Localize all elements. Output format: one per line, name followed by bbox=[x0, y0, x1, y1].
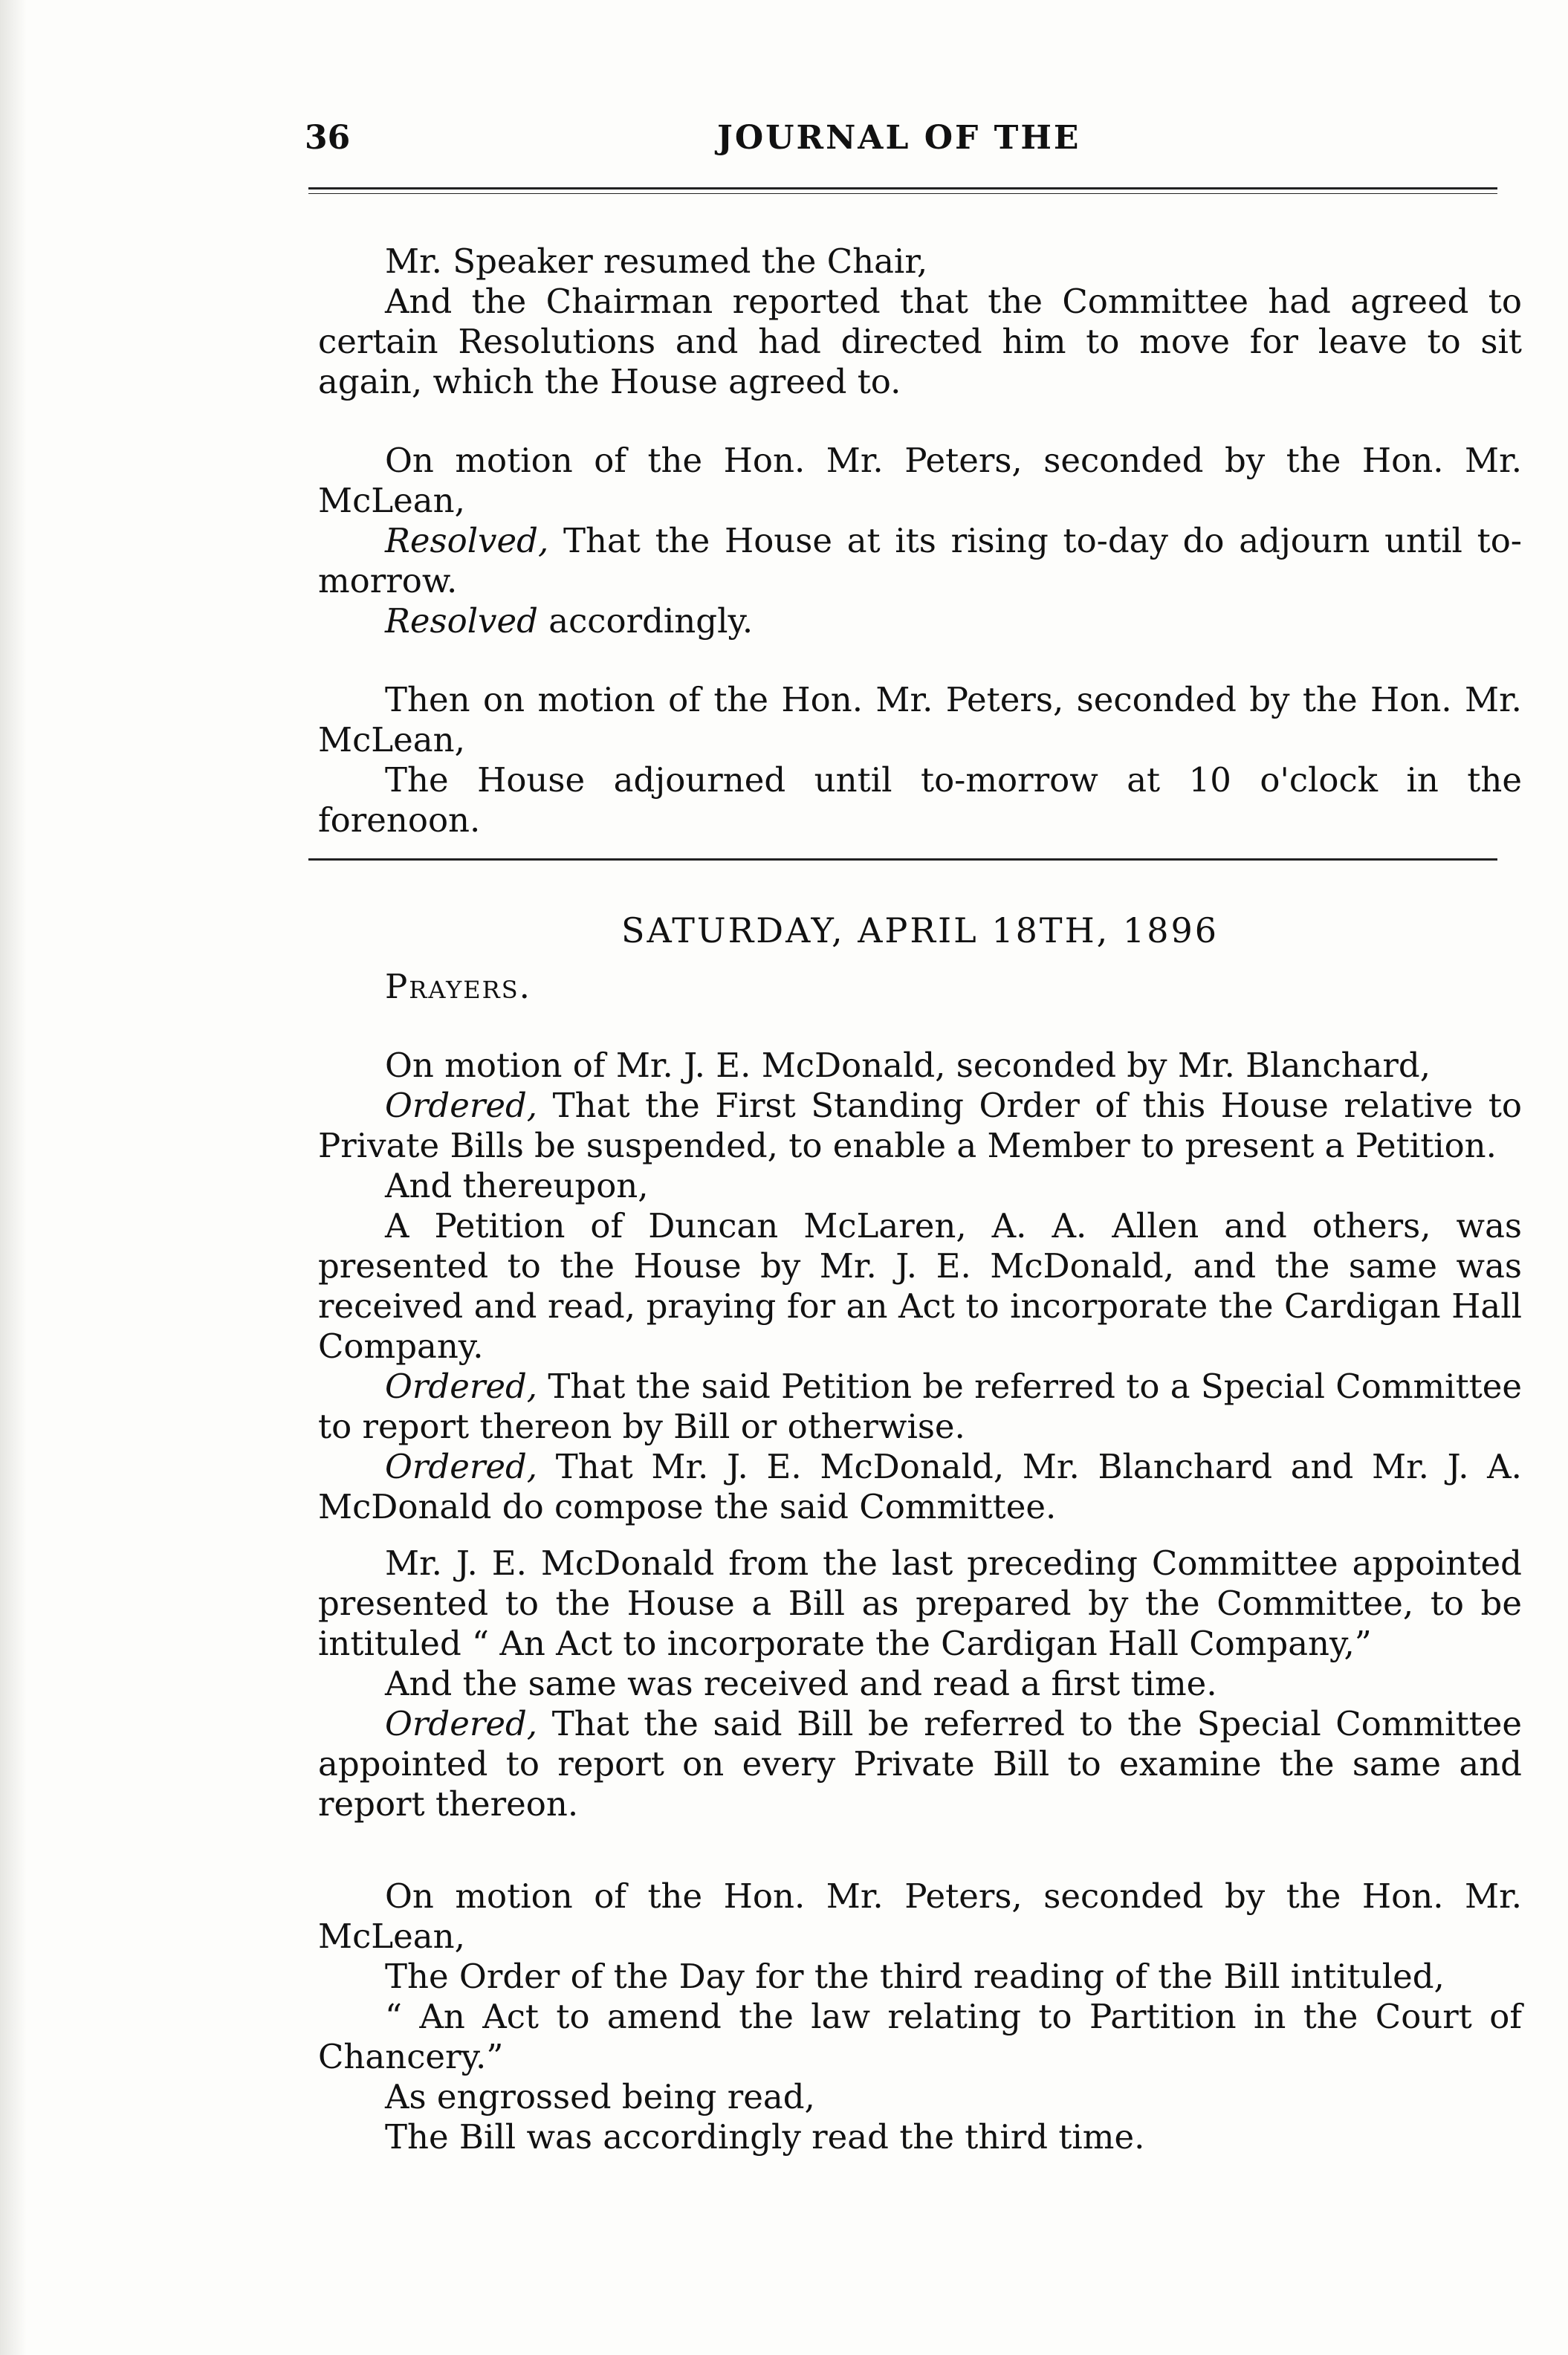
running-head: JOURNAL OF THE bbox=[717, 119, 1081, 157]
section-rule bbox=[308, 858, 1497, 861]
resolved-accordingly bbox=[318, 601, 1522, 641]
house-adjourned: The House adjourned until to-morrow at 10 o'clock in the forenoon. bbox=[318, 760, 1522, 840]
motion-peters-3: On motion of the Hon. Mr. Peters, seconded by the Hon. Mr. McLean, bbox=[318, 1876, 1522, 1956]
header-rule bbox=[308, 187, 1497, 189]
resolved-adjourn bbox=[318, 521, 1522, 601]
ordered-committee-members bbox=[318, 1447, 1522, 1527]
ordered-petition-referred bbox=[318, 1367, 1522, 1447]
section-previous-day bbox=[318, 242, 1522, 840]
ordered-text: That the First Standing Order of this House relative to Private Bills be suspended, to enable a Member to present a Petition. bbox=[318, 1086, 1522, 1165]
resolved-text: That the House at its rising to-day do adjourn until to-morrow. bbox=[318, 521, 1522, 600]
ordered-text: That Mr. J. E. McDonald, Mr. Blanchard and Mr. J. A. McDonald do compose the said Committee. bbox=[318, 1447, 1522, 1526]
header-rule-thin bbox=[308, 193, 1497, 194]
section-saturday bbox=[318, 910, 1522, 2157]
petition-paragraph: A Petition of Duncan McLaren, A. A. Allen and others, was presented to the House by Mr. J. E. McDonald, and the same was received and read, praying for an Act to incorporate the Cardigan Hall Company. bbox=[318, 1206, 1522, 1366]
committee-report: Mr. J. E. McDonald from the last preceding Committee appointed presented to the House a Bill as prepared by the Committee, to be intituled “ An Act to incorporate the Cardigan Hall Company,” bbox=[318, 1543, 1522, 1663]
speaker-resumed: Mr. Speaker resumed the Chair, bbox=[385, 242, 928, 281]
thereupon: And thereupon, bbox=[385, 1166, 649, 1205]
date-heading: SATURDAY, APRIL 18TH, 1896 bbox=[621, 910, 1219, 950]
prayers-heading: Prayers. bbox=[385, 967, 531, 1006]
resolved-label: Resolved bbox=[385, 601, 538, 641]
engrossed-read: As engrossed being read, bbox=[385, 2077, 815, 2116]
page-header bbox=[305, 119, 1509, 163]
act-title: “ An Act to amend the law relating to Partition in the Court of Chancery.” bbox=[318, 1997, 1522, 2076]
ordered-text: That the said Bill be referred to the Special Committee appointed to report on every Private Bill to examine the same and report thereon. bbox=[318, 1704, 1522, 1824]
bill-received: And the same was received and read a first time. bbox=[385, 1664, 1217, 1703]
third-reading: The Bill was accordingly read the third time. bbox=[385, 2117, 1145, 2157]
motion-mcdonald: On motion of Mr. J. E. McDonald, seconded by Mr. Blanchard, bbox=[385, 1046, 1431, 1085]
ordered-label: Ordered, bbox=[385, 1704, 538, 1743]
resolved-label: Resolved, bbox=[385, 521, 549, 560]
scan-edge bbox=[0, 0, 27, 2355]
ordered-bill-referred bbox=[318, 1704, 1522, 1824]
chairman-report: And the Chairman reported that the Committee had agreed to certain Resolutions and had directed him to move for leave to sit again, which the House agreed to. bbox=[318, 282, 1522, 401]
ordered-text: That the said Petition be referred to a Special Committee to report thereon by Bill or otherwise. bbox=[318, 1367, 1522, 1446]
ordered-standing-order bbox=[318, 1086, 1522, 1166]
ordered-label: Ordered, bbox=[385, 1086, 538, 1125]
motion-peters-1: On motion of the Hon. Mr. Peters, seconded by the Hon. Mr. McLean, bbox=[318, 441, 1522, 520]
motion-peters-2: Then on motion of the Hon. Mr. Peters, seconded by the Hon. Mr. McLean, bbox=[318, 680, 1522, 759]
page-number: 36 bbox=[305, 119, 351, 157]
ordered-label: Ordered, bbox=[385, 1367, 538, 1406]
resolved-text: accordingly. bbox=[537, 601, 754, 641]
ordered-label: Ordered, bbox=[385, 1447, 538, 1486]
order-of-day: The Order of the Day for the third reading of the Bill intituled, bbox=[385, 1957, 1445, 1996]
